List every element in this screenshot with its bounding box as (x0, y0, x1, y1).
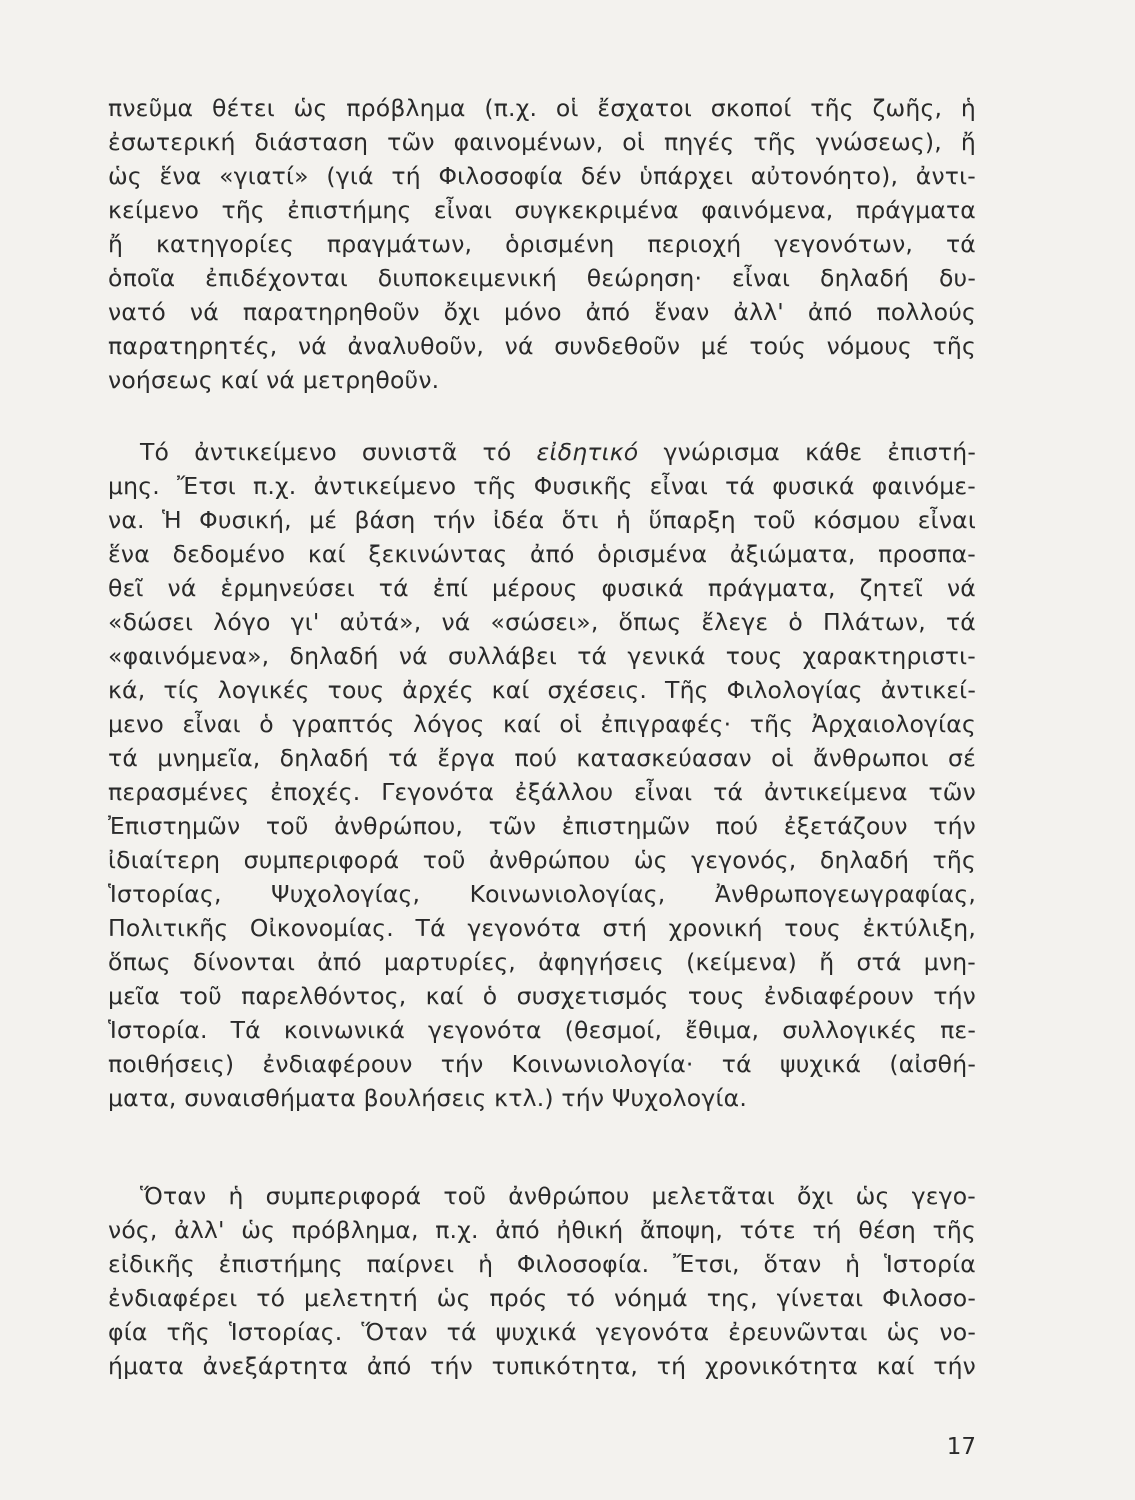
text-line: ἐσωτερική διάσταση τῶν φαινομένων, οἱ πηγές τῆς γνώσεως), ἤ (108, 128, 976, 156)
text-line: παρατηρητές, νά ἀναλυθοῦν, νά συνδεθοῦν μέ τούς νόμους τῆς (108, 332, 976, 360)
text-line: τά μνημεῖα, δηλαδή τά ἔργα πού κατασκεύασαν οἱ ἄνθρωποι σέ (108, 744, 976, 772)
text-line: ἐνδιαφέρει τό μελετητή ὡς πρός τό νόημά της, γίνεται Φιλοσο- (108, 1284, 976, 1312)
text-line: Ὅταν ἡ συμπεριφορά τοῦ ἀνθρώπου μελετᾶται ὄχι ὡς γεγο- (140, 1182, 976, 1210)
text-line: κείμενο τῆς ἐπιστήμης εἶναι συγκεκριμένα φαινόμενα, πράγματα (108, 196, 976, 224)
text-line (140, 436, 976, 468)
text-run: γνώρισμα κάθε ἐπιστή- (663, 438, 977, 466)
text-line: «φαινόμενα», δηλαδή νά συλλάβει τά γενικά τους χαρακτηριστι- (108, 642, 976, 670)
text-line: ματα, συναισθήματα βουλήσεις κτλ.) τήν Ψυχολογία. (108, 1084, 747, 1112)
text-line: ἤ κατηγορίες πραγμάτων, ὁρισμένη περιοχή γεγονότων, τά (108, 230, 976, 258)
text-line: ὁποῖα ἐπιδέχονται διυποκειμενική θεώρηση· εἶναι δηλαδή δυ- (108, 264, 976, 292)
text-line: Ἱστορίας, Ψυχολογίας, Κοινωνιολογίας, Ἀνθρωπογεωγραφίας, (108, 880, 976, 908)
text-line: «δώσει λόγο γι' αὐτά», νά «σώσει», ὅπως ἔλεγε ὁ Πλάτων, τά (108, 608, 976, 636)
text-line: μεῖα τοῦ παρελθόντος, καί ὁ συσχετισμός τους ἐνδιαφέρουν τήν (108, 982, 976, 1010)
text-line: περασμένες ἐποχές. Γεγονότα ἐξάλλου εἶναι τά ἀντικείμενα τῶν (108, 778, 976, 806)
page-number: 17 (946, 1434, 976, 1460)
text-run: Τό ἀντικείμενο συνιστᾶ τό (140, 438, 512, 466)
text-line: κά, τίς λογικές τους ἀρχές καί σχέσεις. Τῆς Φιλολογίας ἀντικεί- (108, 676, 976, 704)
text-line: φία τῆς Ἱστορίας. Ὅταν τά ψυχικά γεγονότα ἐρευνῶνται ὡς νο- (108, 1318, 976, 1346)
text-line: ἕνα δεδομένο καί ξεκινώντας ἀπό ὁρισμένα ἀξιώματα, προσπα- (108, 540, 976, 568)
text-line: Πολιτικῆς Οἰκονομίας. Τά γεγονότα στή χρονική τους ἐκτύλιξη, (108, 914, 976, 942)
text-line: νατό νά παρατηρηθοῦν ὄχι μόνο ἀπό ἕναν ἀλλ' ἀπό πολλούς (108, 298, 976, 326)
text-line: νός, ἀλλ' ὡς πρόβλημα, π.χ. ἀπό ἠθική ἄποψη, τότε τή θέση τῆς (108, 1216, 976, 1244)
text-line: ὡς ἕνα «γιατί» (γιά τή Φιλοσοφία δέν ὑπάρχει αὐτονόητο), ἀντι- (108, 162, 976, 190)
text-line: ὅπως δίνονται ἀπό μαρτυρίες, ἀφηγήσεις (κείμενα) ἤ στά μνη- (108, 948, 976, 976)
text-line: να. Ἡ Φυσική, μέ βάση τήν ἰδέα ὅτι ἡ ὕπαρξη τοῦ κόσμου εἶναι (108, 506, 976, 534)
text-line: πνεῦμα θέτει ὡς πρόβλημα (π.χ. οἱ ἔσχατοι σκοποί τῆς ζωῆς, ἡ (108, 94, 976, 122)
text-line: ήματα ἀνεξάρτητα ἀπό τήν τυπικότητα, τή χρονικότητα καί τήν (108, 1352, 976, 1380)
text-line: Ἐπιστημῶν τοῦ ἀνθρώπου, τῶν ἐπιστημῶν πού ἐξετάζουν τήν (108, 812, 976, 840)
text-line: ποιθήσεις) ἐνδιαφέρουν τήν Κοινωνιολογία· τά ψυχικά (αἰσθή- (108, 1050, 976, 1078)
italic-term: εἰδητικό (536, 438, 639, 466)
text-line: ἰδιαίτερη συμπεριφορά τοῦ ἀνθρώπου ὡς γεγονός, δηλαδή τῆς (108, 846, 976, 874)
text-line: μης. Ἔτσι π.χ. ἀντικείμενο τῆς Φυσικῆς εἶναι τά φυσικά φαινόμε- (108, 472, 976, 500)
text-line: θεῖ νά ἑρμηνεύσει τά ἐπί μέρους φυσικά πράγματα, ζητεῖ νά (108, 574, 976, 602)
text-line: μενο εἶναι ὁ γραπτός λόγος καί οἱ ἐπιγραφές· τῆς Ἀρχαιολογίας (108, 710, 976, 738)
text-line: νοήσεως καί νά μετρηθοῦν. (108, 366, 440, 394)
text-line: Ἱστορία. Τά κοινωνικά γεγονότα (θεσμοί, ἔθιμα, συλλογικές πε- (108, 1016, 976, 1044)
text-line: εἰδικῆς ἐπιστήμης παίρνει ἡ Φιλοσοφία. Ἔτσι, ὅταν ἡ Ἱστορία (108, 1250, 976, 1278)
